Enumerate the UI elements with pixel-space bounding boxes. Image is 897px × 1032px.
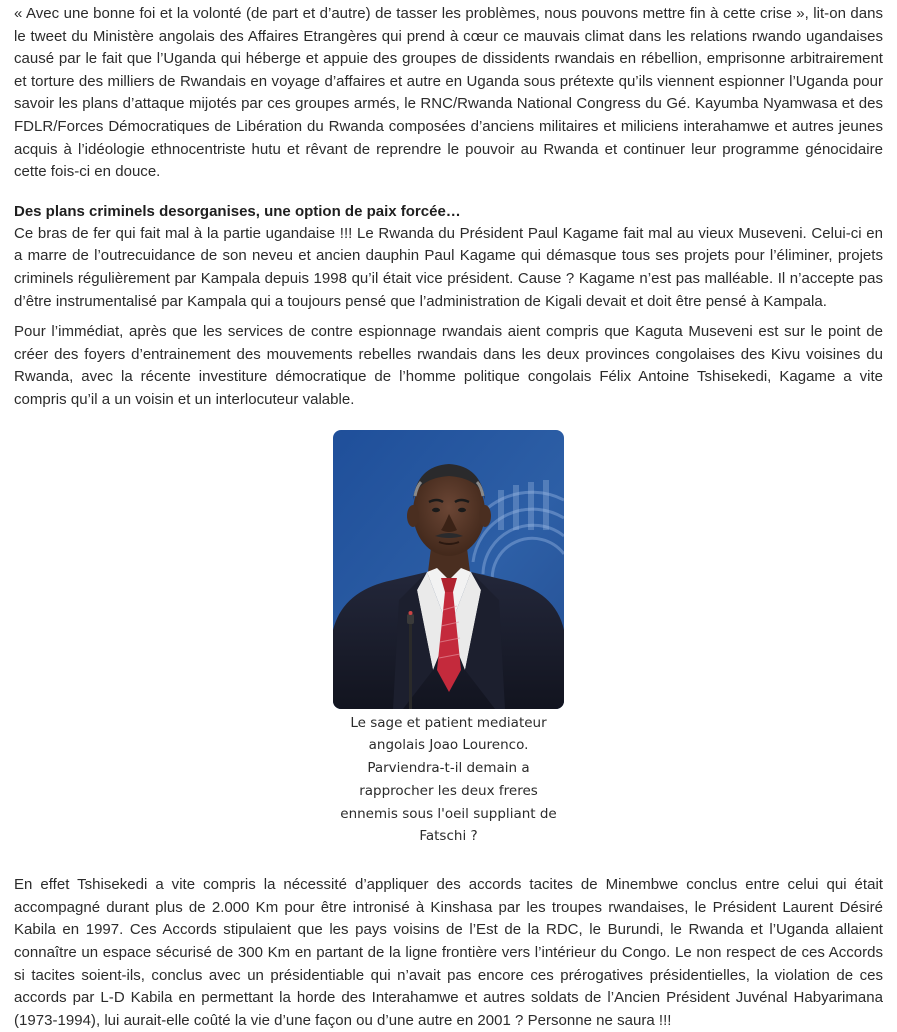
article-paragraph-4: En effet Tshisekedi a vite compris la nécessité d’appliquer des accords tacites de Minembwe conclus entre celui qui était accompagné durant plus de 2.000 Km pour être intronisé à Kinshasa par les troupes rwandaises, le Président Laurent Désiré Kabila en 1997. Ces Accords stipulaient que les pays voisins de l’Est de la RDC, le Burundi, le Rwanda et l’Uganda allaient connaître un espace sécurisé de 300 Km en partant de la ligne frontière vers l’intérieur du Congo. Le non respect de ces Accords si tacites soient-ils, conclus avec un présidentiable qui n’avait pas encore ces prérogatives présidentielles, la violation de ces accords par L-D Kabila en permettant la horde des Interahamwe et autres soldats de l’Ancien Président Juvénal Habyarimana (1973-1994), lui aurait-elle coûté la vie d’une façon ou d’une autre en 2001 ? Personne ne saura !!! [14, 876, 883, 1029]
article-paragraph-3: Pour l’immédiat, après que les services de contre espionnage rwandais aient compris que Kaguta Museveni est sur le point de créer des foyers d’entrainement des mouvements rebelles rwandais dans les deux provinces congolaises des Kivu voisines du Rwanda, avec la récente investiture démocratique de l’homme politique congolais Félix Antoine Tshisekedi, Kagame a vite compris qu’il a un voisin et un interlocuteur valable. [14, 323, 883, 408]
article-paragraph-2: Ce bras de fer qui fait mal à la partie ugandaise !!! Le Rwanda du Président Paul Kagame fait mal au vieux Museveni. Celui-ci en a marre de l’outrecuidance de son neveu et ancien dauphin Paul Kagame qui démasque tous ses projets pour l’éliminer, projets criminels régulièrement par Kampala depuis 1998 qu’il était vice président. Cause ? Kagame n’est pas malléable. Il n’accepte pas d’être instrumentalisé par Kampala qui a toujours pensé que l’administration de Kigali devait et doit être pensé à Kampala. [14, 224, 883, 310]
article-body [14, 0, 883, 1032]
section-subheading: Des plans criminels desorganises, une option de paix forcée… [14, 202, 461, 220]
portrait-illustration [333, 430, 564, 709]
article-paragraph-1: « Avec une bonne foi et la volonté (de part et d’autre) de tasser les problèmes, nous pouvons mettre fin à cette crise », lit-on dans le tweet du Ministère angolais des Affaires Etrangères qui prend à cœur ce mauvais climat dans les relations rwando ugandaises causé par le fait que l’Uganda qui héberge et appuie des groupes de dissidents rwandais en rébellion, emprisonne arbitrairement et torture des milliers de Rwandais en voyage d’affaires et autre en Uganda sous prétexte qu’ils viennent espionner l’Uganda pour savoir les plans d’attaque mijotés par ces groupes armés, le RNC/Rwanda National Congress du Gé. Kayumba Nyamwasa et des FDLR/Forces Démocratiques de Libération du Rwanda composées d’anciens militaires et miliciens interahamwe et autres jeunes acquis à l’idéologie ethnocentriste hutu et rêvant de reprendre le pouvoir au Rwanda et continuer leur programme génocidaire cette fois-ci en douce. [14, 5, 883, 181]
article-figure [333, 430, 565, 849]
portrait-photo [333, 430, 564, 709]
figure-caption: Le sage et patient mediateur angolais Joao Lourenco. Parviendra-t-il demain a rapprocher les deux freres ennemis sous l'oeil suppliant de Fatschi ? [340, 714, 557, 845]
